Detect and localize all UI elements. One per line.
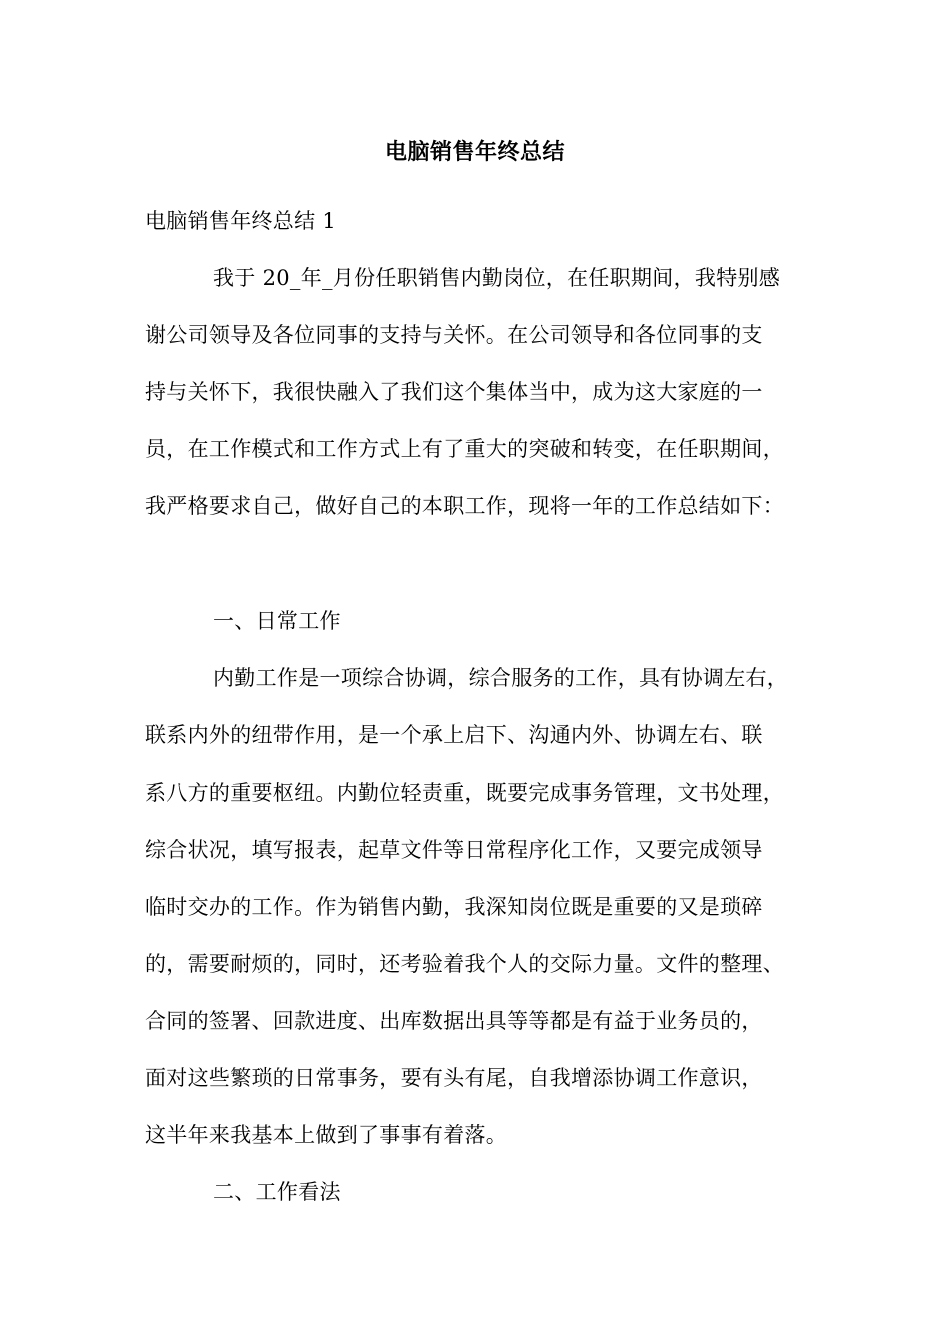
section-heading-work-views: 二、工作看法	[213, 1180, 341, 1204]
paragraph-line: 系八方的重要枢纽。内勤位轻责重，既要完成事务管理，文书处理，	[145, 781, 784, 805]
paragraph-line: 临时交办的工作。作为销售内勤，我深知岗位既是重要的又是琐碎	[145, 895, 763, 919]
paragraph-line: 的，需要耐烦的，同时，还考验着我个人的交际力量。文件的整理、	[145, 952, 784, 976]
paragraph-line: 面对这些繁琐的日常事务，要有头有尾，自我增添协调工作意识，	[145, 1066, 763, 1090]
paragraph-line: 我严格要求自己，做好自己的本职工作，现将一年的工作总结如下：	[145, 494, 784, 518]
paragraph-line: 持与关怀下，我很快融入了我们这个集体当中，成为这大家庭的一	[145, 380, 763, 404]
document-title: 电脑销售年终总结	[384, 139, 565, 165]
paragraph-line: 合同的签署、回款进度、出库数据出具等等都是有益于业务员的，	[145, 1009, 763, 1033]
section-heading-daily-work: 一、日常工作	[213, 609, 341, 633]
paragraph-line: 我于 20_年_月份任职销售内勤岗位，在任职期间，我特别感	[213, 266, 781, 290]
paragraph-line: 综合状况，填写报表，起草文件等日常程序化工作，又要完成领导	[145, 838, 763, 862]
paragraph-line: 这半年来我基本上做到了事事有着落。	[145, 1123, 508, 1147]
paragraph-line: 联系内外的纽带作用，是一个承上启下、沟通内外、协调左右、联	[145, 723, 763, 747]
document-subtitle: 电脑销售年终总结 1	[145, 209, 337, 233]
paragraph-line: 员，在工作模式和工作方式上有了重大的突破和转变，在任职期间，	[145, 437, 784, 461]
paragraph-line: 谢公司领导及各位同事的支持与关怀。在公司领导和各位同事的支	[145, 323, 763, 347]
paragraph-line: 内勤工作是一项综合协调，综合服务的工作，具有协调左右，	[213, 666, 789, 690]
